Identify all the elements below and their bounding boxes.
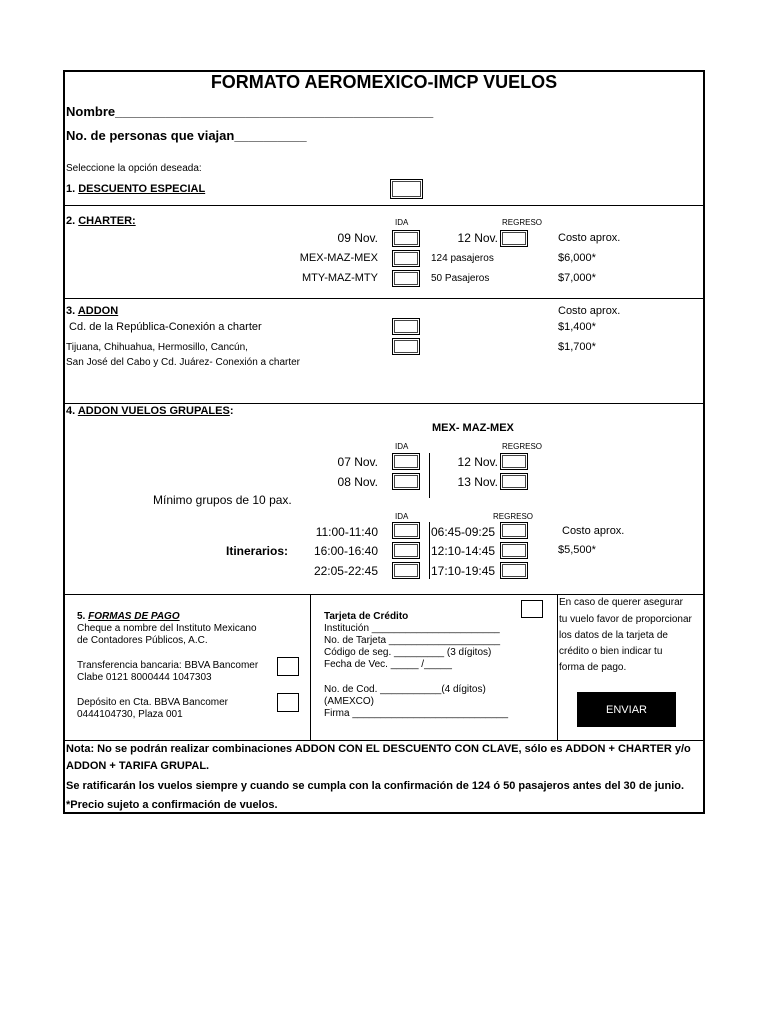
- grupal-ida-date-1: 07 Nov.: [337, 455, 378, 469]
- nota-line-1: Nota: No se podrán realizar combinaciones ADDON CON EL DESCUENTO CON CLAVE, sólo es ADDON + CHARTER y/o: [66, 743, 691, 755]
- ida-time-1: 11:00-11:40: [315, 525, 378, 539]
- itinerario-separator: [429, 522, 430, 579]
- tarjeta-checkbox[interactable]: [521, 600, 543, 618]
- addon-1-checkbox[interactable]: [392, 318, 420, 335]
- addon-costo-label: Costo aprox.: [558, 305, 621, 317]
- regreso-time-3: 17:10-19:45: [431, 564, 496, 578]
- addon-line-2: Tijuana, Chihuahua, Hermosillo, Cancún,: [66, 342, 248, 353]
- addon-2-checkbox[interactable]: [392, 338, 420, 355]
- charter-route-2-checkbox[interactable]: [392, 270, 420, 287]
- grupal-price: $5,500*: [558, 544, 596, 556]
- section-4-colon: :: [229, 405, 234, 417]
- charter-pax-2: 50 Pasajeros: [431, 273, 490, 284]
- tarjeta-amexco: (AMEXCO): [324, 696, 374, 707]
- grupal-ida-label: IDA: [395, 442, 409, 451]
- nota-line-2: ADDON + TARIFA GRUPAL.: [66, 760, 210, 772]
- section-1-label: DESCUENTO ESPECIAL: [78, 183, 206, 195]
- tarjeta-title: Tarjeta de Crédito: [324, 611, 409, 622]
- cheque-line-1: Cheque a nombre del Instituto Mexicano: [77, 623, 257, 634]
- divider-5: [64, 740, 704, 741]
- side-note-line-3: los datos de la tarjeta de: [559, 630, 668, 641]
- tarjeta-fecha[interactable]: Fecha de Vec. _____ /_____: [324, 659, 452, 670]
- divider-3: [64, 403, 704, 404]
- addon-price-2: $1,700*: [558, 341, 596, 353]
- side-note-line-4: crédito o bien indicar tu: [559, 646, 663, 657]
- grupal-regreso-date-2: 13 Nov.: [457, 475, 498, 489]
- regreso-time-2: 12:10-14:45: [431, 544, 496, 558]
- side-note-line-5: forma de pago.: [559, 662, 627, 673]
- seleccione-label: Seleccione la opción deseada:: [66, 163, 202, 174]
- section-1-number: 1.: [66, 183, 79, 195]
- nota-line-4: *Precio sujeto a confirmación de vuelos.: [66, 799, 278, 811]
- divider-2: [64, 298, 704, 299]
- transferencia-checkbox[interactable]: [277, 657, 299, 676]
- grupal-regreso-2-checkbox[interactable]: [500, 473, 528, 490]
- section-2-label: CHARTER:: [78, 215, 136, 227]
- payment-separator-2: [557, 595, 558, 740]
- deposito-line-2: 0444104730, Plaza 001: [77, 709, 183, 720]
- section-4-heading: [66, 405, 233, 417]
- section-3-number: 3.: [66, 305, 78, 317]
- itinerario-ida-label: IDA: [395, 512, 409, 521]
- regreso-time-2-checkbox[interactable]: [500, 542, 528, 559]
- grupal-ida-1-checkbox[interactable]: [392, 453, 420, 470]
- regreso-time-1-checkbox[interactable]: [500, 522, 528, 539]
- page-title: FORMATO AEROMEXICO-IMCP VUELOS: [210, 72, 558, 92]
- divider-4: [64, 594, 704, 595]
- grupal-route: MEX- MAZ-MEX: [432, 422, 514, 434]
- cheque-line-2: de Contadores Públicos, A.C.: [77, 635, 208, 646]
- charter-costo-label: Costo aprox.: [558, 232, 621, 244]
- divider-1: [64, 205, 704, 206]
- minimo-grupos-label: Mínimo grupos de 10 pax.: [153, 493, 292, 507]
- itinerarios-label: Itinerarios:: [226, 544, 289, 558]
- charter-regreso-date: 12 Nov.: [457, 231, 498, 245]
- transferencia-line-2: Clabe 0121 8000444 1047303: [77, 672, 212, 683]
- addon-line-1: Cd. de la República-Conexión a charter: [66, 321, 262, 333]
- section-2-heading: [66, 215, 136, 227]
- charter-pax-1: 124 pasajeros: [431, 253, 494, 264]
- itinerario-regreso-label: REGRESO: [493, 512, 534, 521]
- charter-ida-date: 09 Nov.: [337, 231, 378, 245]
- regreso-time-1: 06:45-09:25: [431, 525, 496, 539]
- ida-time-3: 22:05-22:45: [313, 564, 378, 578]
- section-1-heading: [66, 183, 205, 195]
- grupal-costo-label: Costo aprox.: [562, 525, 625, 537]
- charter-ida-label: IDA: [395, 218, 409, 227]
- payment-separator-1: [310, 595, 311, 740]
- ida-time-2: 16:00-16:40: [313, 544, 378, 558]
- enviar-button[interactable]: ENVIAR: [577, 692, 676, 727]
- section-4-label: ADDON VUELOS GRUPALES: [77, 405, 230, 417]
- tarjeta-numero[interactable]: No. de Tarjeta ____________________: [324, 635, 501, 646]
- tarjeta-institucion[interactable]: Institución _______________________: [324, 623, 500, 634]
- nota-line-3: Se ratificarán los vuelos siempre y cuando se cumpla con la confirmación de 124 ó 50 pasajeros antes del 30 de junio.: [66, 780, 685, 792]
- grupal-regreso-date-1: 12 Nov.: [457, 455, 498, 469]
- section-5-label: FORMAS DE PAGO: [88, 611, 180, 622]
- grupal-regreso-1-checkbox[interactable]: [500, 453, 528, 470]
- charter-ida-checkbox[interactable]: [392, 230, 420, 247]
- charter-regreso-checkbox[interactable]: [500, 230, 528, 247]
- ida-time-1-checkbox[interactable]: [392, 522, 420, 539]
- grupal-regreso-label: REGRESO: [502, 442, 543, 451]
- ida-time-3-checkbox[interactable]: [392, 562, 420, 579]
- section-5-heading: [77, 611, 180, 622]
- addon-price-1: $1,400*: [558, 321, 596, 333]
- section-3-label: ADDON: [77, 305, 119, 317]
- section-3-heading: [66, 305, 118, 317]
- grupal-ida-2-checkbox[interactable]: [392, 473, 420, 490]
- charter-regreso-label: REGRESO: [502, 218, 543, 227]
- section-2-number: 2.: [66, 215, 79, 227]
- ida-time-2-checkbox[interactable]: [392, 542, 420, 559]
- addon-line-3: San José del Cabo y Cd. Juárez- Conexión a charter: [66, 357, 301, 368]
- charter-route-1: MEX-MAZ-MEX: [299, 252, 378, 264]
- tarjeta-firma[interactable]: Firma ____________________________: [324, 708, 509, 719]
- deposito-checkbox[interactable]: [277, 693, 299, 712]
- nombre-field[interactable]: Nombre____________________________________________: [66, 104, 434, 119]
- charter-price-1: $6,000*: [558, 252, 596, 264]
- section-5-number: 5.: [77, 611, 89, 622]
- grupal-ida-date-2: 08 Nov.: [337, 475, 378, 489]
- side-note-line-1: En caso de querer asegurar: [559, 597, 683, 608]
- charter-route-1-checkbox[interactable]: [392, 250, 420, 267]
- charter-price-2: $7,000*: [558, 272, 596, 284]
- section-4-number: 4.: [66, 405, 78, 417]
- personas-field[interactable]: No. de personas que viajan__________: [66, 128, 307, 143]
- charter-route-2: MTY-MAZ-MTY: [302, 272, 378, 284]
- transferencia-line-1: Transferencia bancaria: BBVA Bancomer: [77, 660, 259, 671]
- tarjeta-codigo[interactable]: Código de seg. _________ (3 dígitos): [324, 647, 492, 658]
- tarjeta-no-cod[interactable]: No. de Cod. ___________(4 dígitos): [324, 684, 486, 695]
- descuento-checkbox[interactable]: [390, 179, 423, 199]
- side-note-line-2: tu vuelo favor de proporcionar: [559, 614, 692, 625]
- deposito-line-1: Depósito en Cta. BBVA Bancomer: [77, 697, 229, 708]
- regreso-time-3-checkbox[interactable]: [500, 562, 528, 579]
